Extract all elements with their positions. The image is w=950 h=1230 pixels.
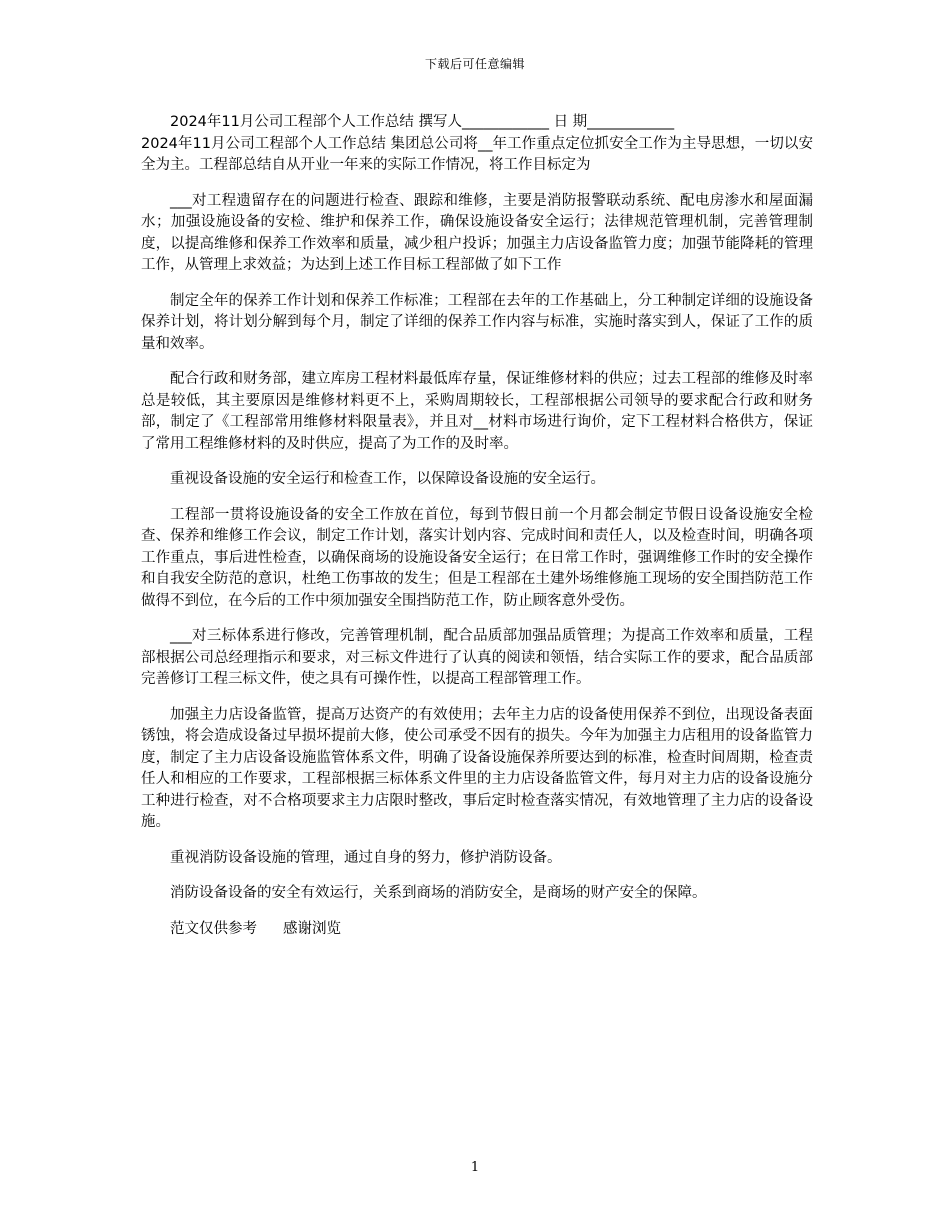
page-number: 1 — [470, 1160, 480, 1175]
intro-paragraph: 2024年11月公司工程部个人工作总结 集团总公司将__年工作重点定位抓安全工作为主导思想，一切以安全为主。工程部总结自从开业一年来的实际工作情况，将工作目标定为 — [141, 135, 813, 173]
header-note: 下载后可任意编辑 — [424, 57, 525, 71]
paragraph-fire-heading: 重视消防设备设施的管理，通过自身的努力，修护消防设备。 — [170, 849, 562, 866]
paragraph-anchor-store: 加强主力店设备监管，提高万达资产的有效使用；去年主力店的设备使用保养不到位，出现设备表面锈蚀，将会造成设备过早损坏提前大修，使公司承受不因有的损失。今年为加强主力店租用的设备监管力度，制定了主力店设备设施监管体系文件，明确了设备设施保养所要达到的标准，检查时间周期，检查责任人和相应的工作要求，工程部根据三标体系文件里的主力店设备监管文件，每月对主力店的设备设施分工种进行检查，对不合格项要求主力店限时整改，事后定时检查落实情况，有效地管理了主力店的设备设施。 — [141, 706, 813, 830]
paragraph-safety-detail: 工程部一贯将设施设备的安全工作放在首位，每到节假日前一个月都会制定节假日设备设施安全检查、保养和维修工作会议，制定工作计划，落实计划内容、完成时间和责任人，以及检查时间，明确各项工作重点，事后进性检查，以确保商场的设施设备安全运行；在日常工作时，强调维修工作时的安全操作和自我安全防范的意识，杜绝工伤事故的发生；但是工程部在土建外场维修施工现场的安全围挡防范工作做得不到位，在今后的工作中须加强安全围挡防范工作，防止顾客意外受伤。 — [141, 506, 813, 609]
document-body — [141, 112, 813, 940]
paragraph-maintenance-plan: 制定全年的保养工作计划和保养工作标准；工程部在去年的工作基础上，分工种制定详细的设施设备保养计划，将计划分解到每个月，制定了详细的保养工作内容与标准，实施时落实到人，保证了工作的质量和效率。 — [141, 292, 813, 352]
paragraph-work-goals: ___对工程遗留存在的问题进行检查、跟踪和维修，主要是消防报警联动系统、配电房渗水和屋面漏水；加强设施设备的安检、维护和保养工作，确保设施设备安全运行；法律规范管理机制，完善管理制度，以提高维修和保养工作效率和质量，减少租户投诉；加强主力店设备监管力度；加强节能降耗的管理工作，从管理上求效益；为达到上述工作目标工程部做了如下工作 — [141, 192, 813, 273]
footer-reference-note: 范文仅供参考 — [170, 920, 257, 937]
paragraph-fire-detail: 消防设备设备的安全有效运行，关系到商场的消防安全，是商场的财产安全的保障。 — [170, 885, 707, 901]
closing-line — [141, 919, 813, 941]
document-title-line: 2024年11月公司工程部个人工作总结 撰写人____________ 日 期____________ — [170, 114, 675, 130]
paragraph-three-standards: ___对三标体系进行修改，完善管理机制，配合品质部加强品质管理；为提高工作效率和质量，工程部根据公司总经理指示和要求，对三标文件进行了认真的阅读和领悟，结合实际工作的要求，配合品质部完善修订工程三标文件，使之具有可操作性，以提高工程部管理工作。 — [141, 628, 813, 687]
paragraph-safety-heading: 重视设备设施的安全运行和检查工作，以保障设备设施的安全运行。 — [170, 471, 605, 487]
footer-thanks-note: 感谢浏览 — [283, 920, 341, 937]
paragraph-materials-inventory: 配合行政和财务部，建立库房工程材料最低库存量，保证维修材料的供应；过去工程部的维修及时率总是较低，其主要原因是维修材料更不上，采购周期较长，工程部根据公司领导的要求配合行政和财务部，制定了《工程部常用维修材料限量表》，并且对__材料市场进行询价，定下工程材料合格供方，保证了常用工程维修材料的及时供应，提高了为工作的及时率。 — [141, 371, 813, 452]
